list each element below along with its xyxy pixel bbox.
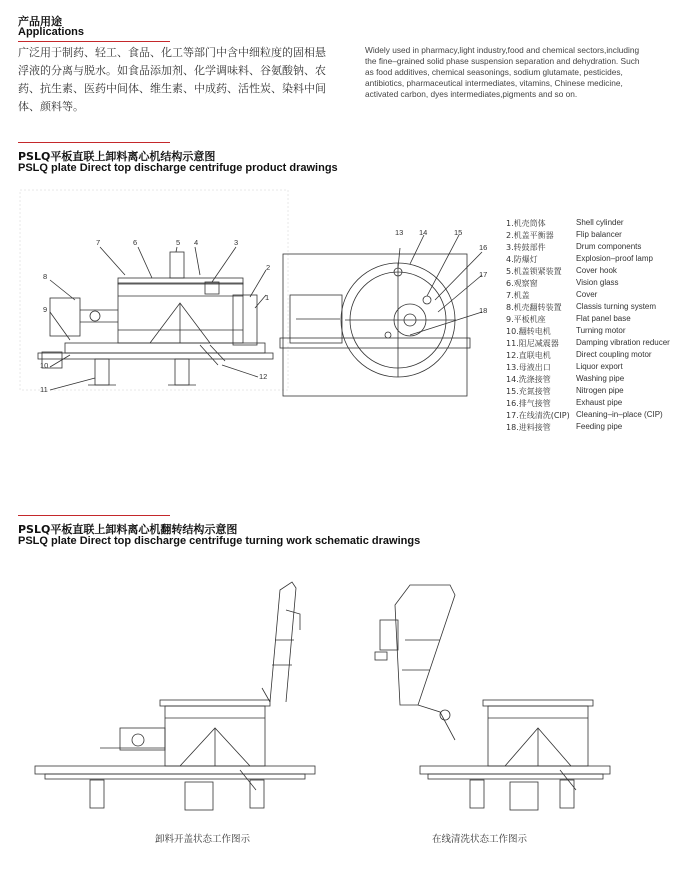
legend-en: Nitrogen pipe <box>576 386 624 395</box>
legend-en: Washing pipe <box>576 374 625 383</box>
svg-text:5: 5 <box>176 238 181 247</box>
legend-en: Shell cylinder <box>576 218 624 227</box>
caption-right: 在线清洗状态工作图示 <box>432 834 528 845</box>
legend-cn: 17.在线清洗(CIP) <box>506 411 570 420</box>
legend-en: Direct coupling motor <box>576 350 652 359</box>
applications-en-line: as food additives, chemical seasonings, sodium glutamate, pesticides, <box>365 67 623 77</box>
applications-en-line: antibiotics, pharmaceutical intermediates, vitamins, Chinese medicine, <box>365 78 623 88</box>
legend-cn: 8.机壳翻转装置 <box>506 303 562 312</box>
svg-text:1: 1 <box>265 293 270 302</box>
svg-text:17: 17 <box>479 270 488 279</box>
svg-text:11: 11 <box>40 385 48 394</box>
turning-drawing <box>0 560 700 820</box>
applications-title-cn: 产品用途 <box>18 15 62 28</box>
svg-text:9: 9 <box>43 305 48 314</box>
legend-cn: 3.转鼓部件 <box>506 243 546 252</box>
legend-en: Liquor export <box>576 362 623 371</box>
legend-cn: 5.机盖锁紧装置 <box>506 267 562 276</box>
legend-cn: 9.平板机座 <box>506 315 546 324</box>
legend-cn: 16.排气接管 <box>506 399 551 408</box>
svg-text:16: 16 <box>479 243 488 252</box>
applications-cn-line: 体、颜料等。 <box>18 100 84 113</box>
legend-en: Damping vibration reducer <box>576 338 670 347</box>
applications-cn-line: 浮液的分离与脱水。如食品添加剂、化学调味料、谷氨酸钠、农 <box>18 64 326 77</box>
legend-en: Feeding pipe <box>576 422 623 431</box>
svg-text:12: 12 <box>259 372 268 381</box>
legend-en: Flat panel base <box>576 314 631 323</box>
legend-en: Cleaning–in–place (CIP) <box>576 410 663 419</box>
applications-body-en <box>365 45 695 100</box>
parts-legend <box>506 218 696 438</box>
svg-text:2: 2 <box>266 263 271 272</box>
legend-en: Flip balancer <box>576 230 622 239</box>
applications-en-line: the fine–grained solid phase suspension separation and dehydration. Such <box>365 56 640 66</box>
legend-cn: 12.直联电机 <box>506 351 551 360</box>
svg-text:3: 3 <box>234 238 239 247</box>
legend-cn: 18.进料接管 <box>506 423 551 432</box>
section-rule <box>18 41 170 42</box>
structure-title-en: PSLQ plate Direct top discharge centrifuge product drawings <box>18 162 338 174</box>
caption-left: 卸料开盖状态工作图示 <box>155 834 251 845</box>
legend-en: Explosion–proof lamp <box>576 254 653 263</box>
svg-text:8: 8 <box>43 272 48 281</box>
legend-en: Classis turning system <box>576 302 657 311</box>
legend-cn: 14.洗涤接管 <box>506 375 551 384</box>
legend-en: Exhaust pipe <box>576 398 623 407</box>
legend-cn: 10.翻转电机 <box>506 327 551 336</box>
svg-text:18: 18 <box>479 306 488 315</box>
applications-title-en: Applications <box>18 26 85 38</box>
legend-cn: 4.防爆灯 <box>506 255 538 264</box>
legend-en: Turning motor <box>576 326 626 335</box>
applications-en-line: Widely used in pharmacy,light industry,food and chemical sectors,including <box>365 45 640 55</box>
legend-cn: 13.母液出口 <box>506 363 551 372</box>
legend-cn: 15.充氮接管 <box>506 387 551 396</box>
applications-body-cn <box>18 44 358 116</box>
applications-en-line: activated carbon, dyes intermediates,pigments and so on. <box>365 89 578 99</box>
legend-cn: 1.机壳筒体 <box>506 219 546 228</box>
legend-en: Cover <box>576 290 598 299</box>
applications-cn-line: 广泛用于制药、轻工、食品、化工等部门中含中细粒度的固相悬 <box>18 46 326 59</box>
legend-cn: 2.机盖平衡器 <box>506 231 554 240</box>
svg-text:13: 13 <box>395 228 404 237</box>
svg-text:15: 15 <box>454 228 463 237</box>
applications-cn-line: 药、抗生素、医药中间体、维生素、中成药、活性炭、染料中间 <box>18 82 326 95</box>
legend-en: Drum components <box>576 242 642 251</box>
legend-cn: 11.阻尼减震器 <box>506 339 559 348</box>
svg-text:10: 10 <box>40 361 49 370</box>
legend-cn: 6.观察窗 <box>506 279 538 288</box>
svg-text:4: 4 <box>194 238 199 247</box>
turning-title-en: PSLQ plate Direct top discharge centrifuge turning work schematic drawings <box>18 535 421 547</box>
svg-text:6: 6 <box>133 238 138 247</box>
section-rule <box>18 515 170 516</box>
svg-text:14: 14 <box>419 228 428 237</box>
turning-title-cn: PSLQ平板直联上卸料离心机翻转结构示意图 <box>18 523 238 536</box>
legend-cn: 7.机盖 <box>506 291 530 300</box>
structure-title-cn: PSLQ平板直联上卸料离心机结构示意图 <box>18 150 216 163</box>
legend-en: Vision glass <box>576 278 619 287</box>
section-rule <box>18 142 170 143</box>
svg-text:7: 7 <box>96 238 101 247</box>
legend-en: Cover hook <box>576 266 617 275</box>
